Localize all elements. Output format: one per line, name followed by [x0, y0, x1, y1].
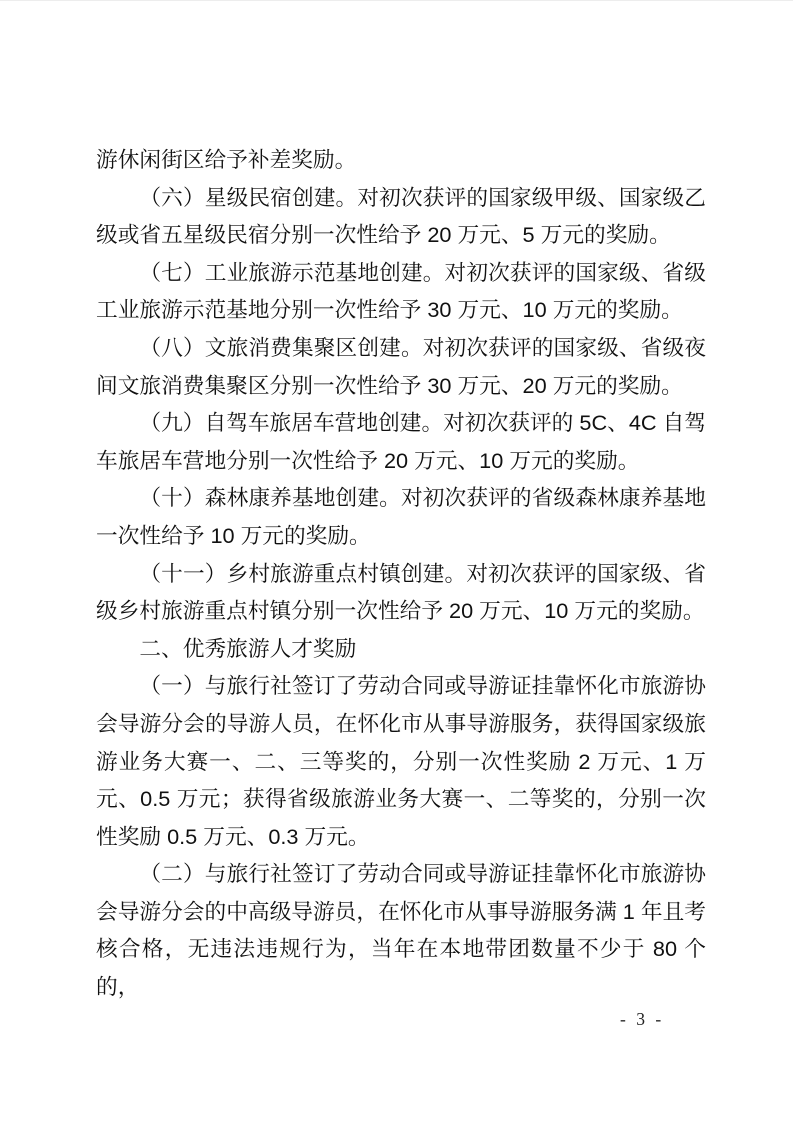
- paragraph-clause-9: （九）自驾车旅居车营地创建。对初次获评的 5C、4C 自驾车旅居车营地分别一次性给予 20 万元、10 万元的奖励。: [96, 410, 706, 473]
- document-text-block: [96, 141, 706, 1006]
- paragraph-section-2-clause-2: （二）与旅行社签订了劳动合同或导游证挂靠怀化市旅游协会导游分会的中高级导游员，在怀化市从事导游服务满 1 年且考核合格，无违法违规行为，当年在本地带团数量不少于 80 个的，: [96, 861, 706, 1000]
- paragraph-clause-8: （八）文旅消费集聚区创建。对初次获评的国家级、省级夜间文旅消费集聚区分别一次性给予 30 万元、20 万元的奖励。: [96, 334, 706, 398]
- page-number: - 3 -: [620, 1009, 665, 1029]
- paragraph-clause-10: （十）森林康养基地创建。对初次获评的省级森林康养基地一次性给予 10 万元的奖励。: [96, 485, 706, 548]
- paragraph-clause-6: （六）星级民宿创建。对初次获评的国家级甲级、国家级乙级或省五星级民宿分别一次性给予 20 万元、5 万元的奖励。: [96, 184, 706, 248]
- section-2-heading: 二、优秀旅游人才奖励: [139, 635, 357, 661]
- paragraph-section-2-clause-1: （一）与旅行社签订了劳动合同或导游证挂靠怀化市旅游协会导游分会的导游人员，在怀化市从事导游服务，获得国家级旅游业务大赛一、二、三等奖的，分别一次性奖励 2 万元、1 万元、0.5 万元；获得省级旅游业务大赛一、二等奖的，分别一次性奖励 0.5 万元、0.3 万元。: [96, 673, 706, 849]
- paragraph-clause-7: （七）工业旅游示范基地创建。对初次获评的国家级、省级工业旅游示范基地分别一次性给予 30 万元、10 万元的奖励。: [96, 259, 706, 323]
- paragraph-clause-11: （十一）乡村旅游重点村镇创建。对初次获评的国家级、省级乡村旅游重点村镇分别一次性给予 20 万元、10 万元的奖励。: [96, 560, 706, 624]
- paragraph-continuation: 游休闲街区给予补差奖励。: [96, 147, 357, 172]
